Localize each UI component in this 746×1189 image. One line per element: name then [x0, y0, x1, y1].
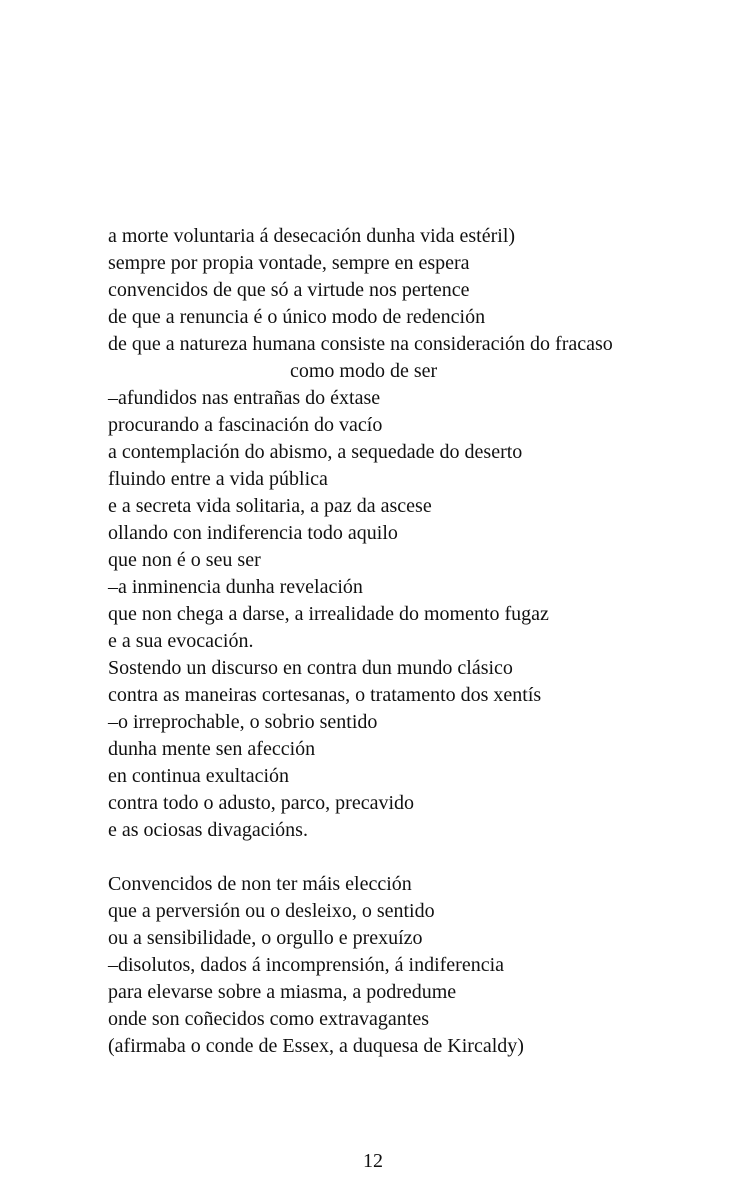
poem-line: e a secreta vida solitaria, a paz da ascese	[108, 495, 432, 517]
poem-line: que non é o seu ser	[108, 549, 261, 571]
poem-line: de que a renuncia é o único modo de redención	[108, 306, 486, 328]
stanza-break	[108, 844, 728, 871]
poem-line: sempre por propia vontade, sempre en espera	[108, 252, 470, 274]
page-number: 12	[363, 1150, 383, 1172]
poem-line: –afundidos nas entrañas do éxtase	[108, 387, 381, 409]
poem-line: –disolutos, dados á incomprensión, á indiferencia	[108, 954, 505, 976]
stanza-1	[108, 223, 728, 844]
poem-line: a contemplación do abismo, a sequedade do deserto	[108, 441, 523, 463]
poem-line: en continua exultación	[108, 765, 290, 787]
poem-line: Sostendo un discurso en contra dun mundo clásico	[108, 657, 513, 679]
poem-line: que non chega a darse, a irrealidade do momento fugaz	[108, 603, 549, 625]
poem-line: contra as maneiras cortesanas, o tratamento dos xentís	[108, 684, 542, 706]
poem-line: ou a sensibilidade, o orgullo e prexuízo	[108, 927, 423, 949]
poem-line: para elevarse sobre a miasma, a podredume	[108, 981, 457, 1003]
poem-line: que a perversión ou o desleixo, o sentido	[108, 900, 435, 922]
poem-line-indented: como modo de ser	[290, 360, 438, 382]
poem-text	[108, 223, 728, 1060]
poem-line: dunha mente sen afección	[108, 738, 316, 760]
poem-line: convencidos de que só a virtude nos pertence	[108, 279, 470, 301]
poem-line: contra todo o adusto, parco, precavido	[108, 792, 415, 814]
poem-line: a morte voluntaria á desecación dunha vida estéril)	[108, 225, 516, 247]
poem-line: de que a natureza humana consiste na consideración do fracaso	[108, 333, 613, 355]
poem-line: fluindo entre a vida pública	[108, 468, 328, 490]
poem-line: –a inminencia dunha revelación	[108, 576, 363, 598]
poem-line: Convencidos de non ter máis elección	[108, 873, 412, 895]
poem-line: –o irreprochable, o sobrio sentido	[108, 711, 378, 733]
poem-line: e as ociosas divagacións.	[108, 819, 308, 841]
poem-line: (afirmaba o conde de Essex, a duquesa de Kircaldy)	[108, 1035, 524, 1057]
poem-line: e a sua evocación.	[108, 630, 254, 652]
poem-line: procurando a fascinación do vacío	[108, 414, 383, 436]
poem-line: ollando con indiferencia todo aquilo	[108, 522, 398, 544]
stanza-2	[108, 871, 728, 1060]
poem-line: onde son coñecidos como extravagantes	[108, 1008, 430, 1030]
